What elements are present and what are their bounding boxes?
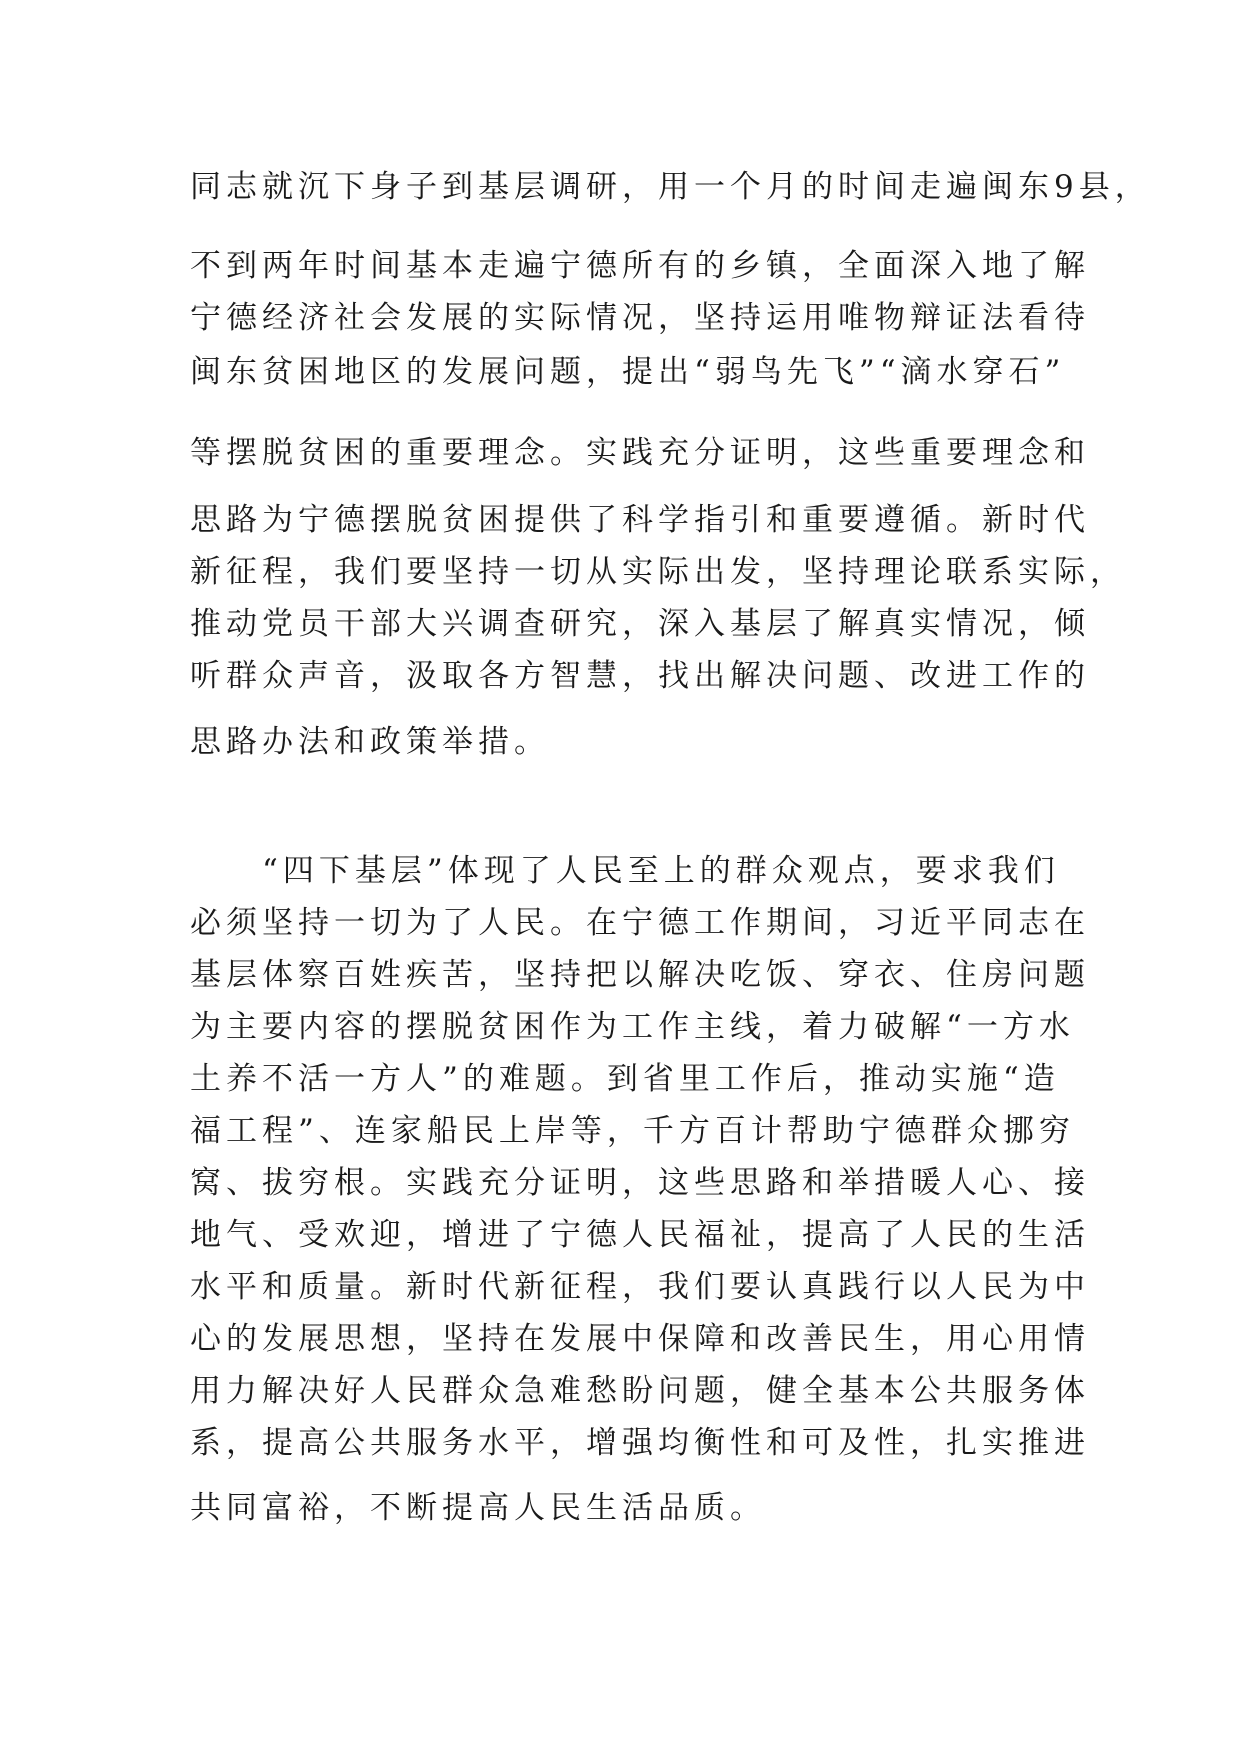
text-line: 思路办法和政策举措。 [190,724,550,760]
text-line: 窝、拔穷根。实践充分证明，这些思路和举措暖人心、接 [190,1165,1090,1201]
text-line: 心的发展思想，坚持在发展中保障和改善民生，用心用情 [190,1321,1090,1357]
text-line: 听群众声音，汲取各方智慧，找出解决问题、改进工作的 [190,658,1090,694]
text-line: 必须坚持一切为了人民。在宁德工作期间，习近平同志在 [190,905,1090,941]
text-line: 思路为宁德摆脱贫困提供了科学指引和重要遵循。新时代 [190,502,1090,538]
text-line: 宁德经济社会发展的实际情况，坚持运用唯物辩证法看待 [190,300,1090,336]
text-line: 土养不活一方人”的难题。到省里工作后，推动实施“造 [190,1061,1060,1097]
text-line: 推动党员干部大兴调查研究，深入基层了解真实情况，倾 [190,606,1090,642]
text-line: “四下基层”体现了人民至上的群众观点，要求我们 [262,853,1060,889]
text-line: 用力解决好人民群众急难愁盼问题，健全基本公共服务体 [190,1373,1090,1409]
text-line: 等摆脱贫困的重要理念。实践充分证明，这些重要理念和 [190,435,1090,471]
text-line: 新征程，我们要坚持一切从实际出发，坚持理论联系实际， [190,554,1126,590]
text-line: 基层体察百姓疾苦，坚持把以解决吃饭、穿衣、住房问题 [190,957,1090,993]
text-line: 系，提高公共服务水平，增强均衡性和可及性，扎实推进 [190,1425,1090,1461]
text-line: 地气、受欢迎，增进了宁德人民福祉，提高了人民的生活 [190,1217,1090,1253]
text-line: 不到两年时间基本走遍宁德所有的乡镇，全面深入地了解 [190,248,1090,284]
text-line: 闽东贫困地区的发展问题，提出“弱鸟先飞”“滴水穿石” [190,354,1066,390]
text-line: 同志就沉下身子到基层调研，用一个月的时间走遍闽东9县， [190,169,1151,205]
text-line: 福工程”、连家船民上岸等，千方百计帮助宁德群众挪穷 [190,1113,1075,1149]
text-line: 水平和质量。新时代新征程，我们要认真践行以人民为中 [190,1269,1090,1305]
text-line: 为主要内容的摆脱贫困作为工作主线，着力破解“一方水 [190,1009,1075,1045]
text-line: 共同富裕，不断提高人民生活品质。 [190,1490,766,1526]
